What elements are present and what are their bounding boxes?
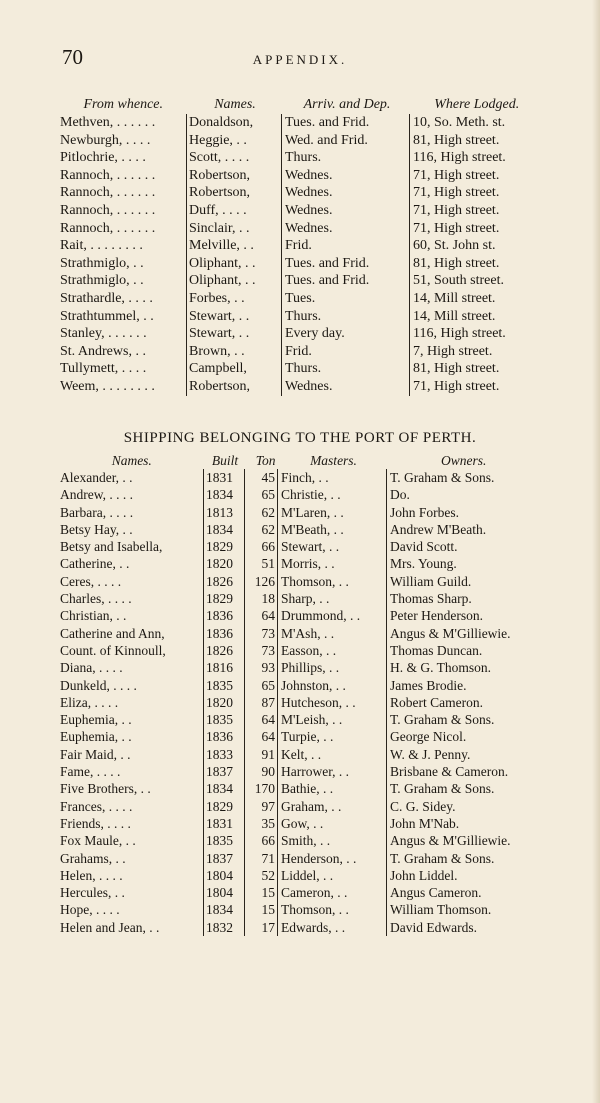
schedule-cell: Thurs.	[282, 149, 410, 167]
carrier-name-cell: Robertson,	[187, 167, 282, 185]
owner-cell: John Forbes.	[387, 504, 539, 521]
tonnage-cell: 126	[245, 573, 278, 590]
built-year-cell: 1836	[204, 728, 245, 745]
shipping-row	[60, 590, 538, 607]
owner-cell: George Nicol.	[387, 728, 539, 745]
master-cell: Hutcheson, . .	[278, 694, 387, 711]
owner-cell: John M'Nab.	[387, 815, 539, 832]
ship-name-cell: Ceres, . . . .	[60, 573, 122, 589]
carrier-name-cell: Sinclair, . .	[187, 220, 282, 238]
ship-name-cell: Catherine, . .	[60, 556, 130, 572]
schedule-cell: Frid.	[282, 237, 410, 255]
col-header-ship-names: Names.	[111, 452, 152, 468]
shipping-row	[60, 555, 538, 572]
carriers-row	[60, 132, 541, 150]
owner-cell: John Liddel.	[387, 867, 539, 884]
ship-name-cell: Fair Maid, . .	[60, 746, 131, 762]
owner-cell: Andrew M'Beath.	[387, 521, 539, 538]
schedule-cell: Wednes.	[282, 202, 410, 220]
col-header-owners: Owners.	[441, 452, 487, 468]
carriers-row	[60, 308, 541, 326]
shipping-row	[60, 919, 538, 936]
shipping-row	[60, 763, 538, 780]
carriers-row	[60, 360, 541, 378]
ship-name-cell: Diana, . . . .	[60, 660, 123, 676]
built-year-cell: 1835	[204, 832, 245, 849]
ship-name-cell: Catherine and Ann,	[60, 625, 165, 641]
owner-cell: James Brodie.	[387, 677, 539, 694]
ship-name-cell: Count. of Kinnoull,	[60, 642, 166, 658]
master-cell: Turpie, . .	[278, 728, 387, 745]
origin-cell: Rait, . . . . . . . .	[60, 238, 143, 254]
ship-name-cell: Euphemia, . .	[60, 712, 132, 728]
master-cell: Thomson, . .	[278, 901, 387, 918]
shipping-row	[60, 521, 538, 538]
carriers-row	[60, 237, 541, 255]
ship-name-cell: Betsy and Isabella,	[60, 539, 163, 555]
shipping-row	[60, 607, 538, 624]
tonnage-cell: 17	[245, 919, 278, 936]
col-header-ton: Ton	[255, 452, 276, 468]
master-cell: M'Leish, . .	[278, 711, 387, 728]
built-year-cell: 1804	[204, 884, 245, 901]
owner-cell: W. & J. Penny.	[387, 746, 539, 763]
shipping-row	[60, 677, 538, 694]
page-edge	[592, 0, 600, 1103]
owner-cell: Do.	[387, 486, 539, 503]
schedule-cell: Tues.	[282, 290, 410, 308]
schedule-cell: Wednes.	[282, 167, 410, 185]
lodging-cell: 81, High street.	[410, 132, 542, 150]
owner-cell: C. G. Sidey.	[387, 798, 539, 815]
built-year-cell: 1820	[204, 694, 245, 711]
shipping-heading: SHIPPING BELONGING TO THE PORT OF PERTH.	[123, 430, 477, 446]
shipping-row	[60, 694, 538, 711]
tonnage-cell: 62	[245, 504, 278, 521]
origin-cell: Stanley, . . . . . .	[60, 326, 147, 342]
shipping-row	[60, 469, 538, 486]
schedule-cell: Tues. and Frid.	[282, 255, 410, 273]
master-cell: Graham, . .	[278, 798, 387, 815]
shipping-row	[60, 728, 538, 745]
master-cell: Harrower, . .	[278, 763, 387, 780]
carrier-name-cell: Oliphant, . .	[187, 255, 282, 273]
col-header-built: Built	[211, 452, 239, 468]
shipping-row	[60, 642, 538, 659]
owner-cell: Thomas Duncan.	[387, 642, 539, 659]
ship-name-cell: Alexander, . .	[60, 470, 133, 485]
owner-cell: T. Graham & Sons.	[387, 711, 539, 728]
lodging-cell: 71, High street.	[410, 220, 542, 238]
tonnage-cell: 51	[245, 555, 278, 572]
ship-name-cell: Charles, . . . .	[60, 591, 132, 607]
tonnage-cell: 65	[245, 677, 278, 694]
ship-name-cell: Betsy Hay, . .	[60, 521, 133, 537]
ship-name-cell: Euphemia, . .	[60, 729, 132, 745]
carrier-name-cell: Scott, . . . .	[187, 149, 282, 167]
schedule-cell: Every day.	[282, 325, 410, 343]
col-header-from: From whence.	[83, 97, 164, 112]
origin-cell: Pitlochrie, . . . .	[60, 150, 146, 166]
master-cell: Drummond, . .	[278, 607, 387, 624]
origin-cell: Rannoch, . . . . . .	[60, 202, 156, 218]
carrier-name-cell: Robertson,	[187, 184, 282, 202]
built-year-cell: 1829	[204, 590, 245, 607]
owner-cell: William Thomson.	[387, 901, 539, 918]
shipping-row	[60, 486, 538, 503]
built-year-cell: 1835	[204, 677, 245, 694]
carriers-header-row	[60, 96, 541, 114]
tonnage-cell: 90	[245, 763, 278, 780]
tonnage-cell: 73	[245, 642, 278, 659]
master-cell: Bathie, . .	[278, 780, 387, 797]
shipping-row	[60, 573, 538, 590]
tonnage-cell: 52	[245, 867, 278, 884]
carrier-name-cell: Melville, . .	[187, 237, 282, 255]
master-cell: M'Ash, . .	[278, 625, 387, 642]
carrier-name-cell: Campbell,	[187, 360, 282, 378]
ship-name-cell: Five Brothers, . .	[60, 781, 151, 797]
origin-cell: Rannoch, . . . . . .	[60, 185, 156, 201]
ship-name-cell: Fame, . . . .	[60, 764, 121, 780]
shipping-row	[60, 711, 538, 728]
carriers-row	[60, 290, 541, 308]
master-cell: Liddel, . .	[278, 867, 387, 884]
origin-cell: Strathmiglo, . .	[60, 273, 144, 289]
carriers-table	[60, 96, 541, 396]
shipping-row	[60, 659, 538, 676]
owner-cell: Thomas Sharp.	[387, 590, 539, 607]
owner-cell: T. Graham & Sons.	[387, 469, 539, 486]
ship-name-cell: Hope, . . . .	[60, 902, 120, 918]
master-cell: Gow, . .	[278, 815, 387, 832]
shipping-row	[60, 815, 538, 832]
origin-cell: Rannoch, . . . . . .	[60, 220, 156, 236]
carrier-name-cell: Heggie, . .	[187, 132, 282, 150]
ship-name-cell: Frances, . . . .	[60, 798, 133, 814]
carriers-row	[60, 325, 541, 343]
master-cell: Morris, . .	[278, 555, 387, 572]
owner-cell: Robert Cameron.	[387, 694, 539, 711]
shipping-row	[60, 850, 538, 867]
built-year-cell: 1834	[204, 486, 245, 503]
built-year-cell: 1816	[204, 659, 245, 676]
tonnage-cell: 45	[245, 469, 278, 486]
shipping-row	[60, 832, 538, 849]
shipping-row	[60, 504, 538, 521]
carrier-name-cell: Stewart, . .	[187, 325, 282, 343]
origin-cell: Strathmiglo, . .	[60, 255, 144, 271]
tonnage-cell: 15	[245, 884, 278, 901]
origin-cell: St. Andrews, . .	[60, 343, 146, 359]
built-year-cell: 1836	[204, 625, 245, 642]
ship-name-cell: Helen, . . . .	[60, 867, 123, 883]
master-cell: Phillips, . .	[278, 659, 387, 676]
ship-name-cell: Fox Maule, . .	[60, 833, 136, 849]
carriers-row	[60, 272, 541, 290]
origin-cell: Methven, . . . . . .	[60, 115, 156, 130]
owner-cell: David Scott.	[387, 538, 539, 555]
carriers-row	[60, 255, 541, 273]
running-head: APPENDIX.	[252, 52, 348, 67]
shipping-row	[60, 884, 538, 901]
lodging-cell: 71, High street.	[410, 167, 542, 185]
col-header-lodged: Where Lodged.	[434, 97, 520, 112]
tonnage-cell: 93	[245, 659, 278, 676]
col-header-masters: Masters.	[310, 452, 357, 468]
built-year-cell: 1829	[204, 538, 245, 555]
owner-cell: T. Graham & Sons.	[387, 850, 539, 867]
owner-cell: Brisbane & Cameron.	[387, 763, 539, 780]
origin-cell: Weem, . . . . . . . .	[60, 378, 155, 394]
origin-cell: Strathtummel, . .	[60, 308, 154, 324]
schedule-cell: Tues. and Frid.	[282, 272, 410, 290]
lodging-cell: 116, High street.	[410, 325, 542, 343]
origin-cell: Strathardle, . . . .	[60, 290, 153, 306]
shipping-row	[60, 901, 538, 918]
owner-cell: H. & G. Thomson.	[387, 659, 539, 676]
shipping-row	[60, 538, 538, 555]
col-header-names: Names.	[214, 97, 256, 112]
tonnage-cell: 64	[245, 728, 278, 745]
lodging-cell: 71, High street.	[410, 378, 542, 396]
schedule-cell: Thurs.	[282, 308, 410, 326]
carrier-name-cell: Oliphant, . .	[187, 272, 282, 290]
tonnage-cell: 73	[245, 625, 278, 642]
master-cell: Finch, . .	[278, 469, 387, 486]
ship-name-cell: Dunkeld, . . . .	[60, 677, 137, 693]
owner-cell: Angus & M'Gilliewie.	[387, 832, 539, 849]
built-year-cell: 1832	[204, 919, 245, 936]
ship-name-cell: Hercules, . .	[60, 885, 125, 901]
ship-name-cell: Eliza, . . . .	[60, 694, 119, 710]
lodging-cell: 71, High street.	[410, 184, 542, 202]
tonnage-cell: 66	[245, 832, 278, 849]
built-year-cell: 1837	[204, 850, 245, 867]
master-cell: Christie, . .	[278, 486, 387, 503]
lodging-cell: 10, So. Meth. st.	[410, 114, 542, 132]
ship-name-cell: Helen and Jean, . .	[60, 919, 160, 935]
carriers-row	[60, 149, 541, 167]
master-cell: Edwards, . .	[278, 919, 387, 936]
tonnage-cell: 66	[245, 538, 278, 555]
shipping-row	[60, 867, 538, 884]
built-year-cell: 1804	[204, 867, 245, 884]
ship-name-cell: Andrew, . . . .	[60, 487, 133, 503]
lodging-cell: 7, High street.	[410, 343, 542, 361]
ship-name-cell: Friends, . . . .	[60, 815, 131, 831]
carriers-row	[60, 184, 541, 202]
master-cell: Thomson, . .	[278, 573, 387, 590]
schedule-cell: Wednes.	[282, 184, 410, 202]
carrier-name-cell: Brown, . .	[187, 343, 282, 361]
built-year-cell: 1831	[204, 469, 245, 486]
col-header-arrival-departure: Arriv. and Dep.	[303, 97, 391, 112]
carrier-name-cell: Robertson,	[187, 378, 282, 396]
master-cell: M'Beath, . .	[278, 521, 387, 538]
carriers-row	[60, 202, 541, 220]
master-cell: Sharp, . .	[278, 590, 387, 607]
lodging-cell: 14, Mill street.	[410, 290, 542, 308]
carrier-name-cell: Donaldson,	[187, 114, 282, 132]
owner-cell: Mrs. Young.	[387, 555, 539, 572]
master-cell: Stewart, . .	[278, 538, 387, 555]
tonnage-cell: 91	[245, 746, 278, 763]
shipping-row	[60, 625, 538, 642]
carriers-row	[60, 343, 541, 361]
master-cell: M'Laren, . .	[278, 504, 387, 521]
built-year-cell: 1833	[204, 746, 245, 763]
tonnage-cell: 62	[245, 521, 278, 538]
ship-name-cell: Barbara, . . . .	[60, 504, 134, 520]
shipping-row	[60, 798, 538, 815]
built-year-cell: 1834	[204, 780, 245, 797]
master-cell: Smith, . .	[278, 832, 387, 849]
master-cell: Cameron, . .	[278, 884, 387, 901]
built-year-cell: 1834	[204, 521, 245, 538]
tonnage-cell: 64	[245, 607, 278, 624]
shipping-header-row	[60, 452, 538, 469]
built-year-cell: 1820	[204, 555, 245, 572]
carriers-row	[60, 220, 541, 238]
tonnage-cell: 71	[245, 850, 278, 867]
lodging-cell: 14, Mill street.	[410, 308, 542, 326]
origin-cell: Rannoch, . . . . . .	[60, 167, 156, 183]
master-cell: Johnston, . .	[278, 677, 387, 694]
schedule-cell: Tues. and Frid.	[282, 114, 410, 132]
ship-name-cell: Christian, . .	[60, 608, 127, 624]
ship-name-cell: Grahams, . .	[60, 850, 126, 866]
carriers-row	[60, 378, 541, 396]
origin-cell: Newburgh, . . . .	[60, 132, 151, 148]
built-year-cell: 1826	[204, 642, 245, 659]
tonnage-cell: 35	[245, 815, 278, 832]
master-cell: Kelt, . .	[278, 746, 387, 763]
schedule-cell: Wednes.	[282, 220, 410, 238]
owner-cell: Angus Cameron.	[387, 884, 539, 901]
built-year-cell: 1837	[204, 763, 245, 780]
carrier-name-cell: Duff, . . . .	[187, 202, 282, 220]
tonnage-cell: 65	[245, 486, 278, 503]
built-year-cell: 1831	[204, 815, 245, 832]
schedule-cell: Thurs.	[282, 360, 410, 378]
tonnage-cell: 15	[245, 901, 278, 918]
schedule-cell: Wed. and Frid.	[282, 132, 410, 150]
origin-cell: Tullymett, . . . .	[60, 361, 147, 377]
lodging-cell: 51, South street.	[410, 272, 542, 290]
built-year-cell: 1836	[204, 607, 245, 624]
carrier-name-cell: Forbes, . .	[187, 290, 282, 308]
lodging-cell: 71, High street.	[410, 202, 542, 220]
built-year-cell: 1829	[204, 798, 245, 815]
owner-cell: David Edwards.	[387, 919, 539, 936]
lodging-cell: 60, St. John st.	[410, 237, 542, 255]
owner-cell: William Guild.	[387, 573, 539, 590]
tonnage-cell: 64	[245, 711, 278, 728]
tonnage-cell: 18	[245, 590, 278, 607]
lodging-cell: 116, High street.	[410, 149, 542, 167]
built-year-cell: 1813	[204, 504, 245, 521]
tonnage-cell: 170	[245, 780, 278, 797]
owner-cell: Angus & M'Gilliewie.	[387, 625, 539, 642]
shipping-table	[60, 452, 538, 936]
shipping-row	[60, 780, 538, 797]
master-cell: Henderson, . .	[278, 850, 387, 867]
schedule-cell: Frid.	[282, 343, 410, 361]
carrier-name-cell: Stewart, . .	[187, 308, 282, 326]
owner-cell: Peter Henderson.	[387, 607, 539, 624]
lodging-cell: 81, High street.	[410, 360, 542, 378]
tonnage-cell: 87	[245, 694, 278, 711]
carriers-row	[60, 167, 541, 185]
shipping-row	[60, 746, 538, 763]
carriers-row	[60, 114, 541, 132]
master-cell: Easson, . .	[278, 642, 387, 659]
tonnage-cell: 97	[245, 798, 278, 815]
built-year-cell: 1835	[204, 711, 245, 728]
built-year-cell: 1826	[204, 573, 245, 590]
built-year-cell: 1834	[204, 901, 245, 918]
schedule-cell: Wednes.	[282, 378, 410, 396]
page-number: 70	[62, 45, 83, 69]
owner-cell: T. Graham & Sons.	[387, 780, 539, 797]
lodging-cell: 81, High street.	[410, 255, 542, 273]
